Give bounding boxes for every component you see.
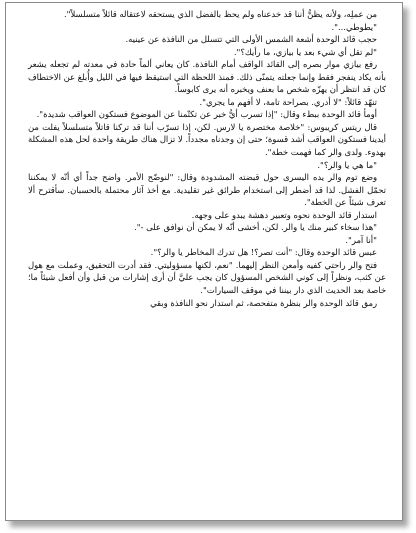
paragraph: حجب قائد الوحدة أشعة الشمس الأولى التي تتسلل من النافذة عن عينيه.	[125, 34, 377, 45]
document-page	[5, 2, 403, 521]
paragraph: تنهّد قائلاً: "لا أدري. بصراحة تامة، لا أفهم ما يجري".	[199, 96, 377, 107]
paragraph: "لم تقل أي شيء بعد يا بيازي، ما رأيك؟".	[233, 46, 377, 57]
paragraph: رفع بيازي موار بصره إلى القائد الواقف أمام النافذة. كان يعاني ألماً حادة في معدته لم تجعله يشعر بأنه يكاد ينفجر فقط وإنما جعلته يتمنّى ذلك. فمنذ اللحظة التي استيقظ فيها في الليل وأُبلغ عن الاختطاف كان قد انتظر أن يهزّه شخص ما بعنف ويخبره أنه يرى كابوساً.	[28, 59, 386, 95]
paragraph: رمق قائد الوحدة والر بنظرة متفحصة، ثم استدار نحو النافذة وبقي	[150, 297, 377, 308]
paragraph: "ما هي يا والر؟".	[317, 159, 377, 170]
paragraph: فتح والر راحتي كفيه وأمعن النظر إليهما. "نعم، لكنها مسؤوليتي. فقد أدرت التحقيق، وعملت مع هول عن كثب، ونظراً إلى كوني الشخص المسؤول كان يجب عليَّ أن أرى إشارات من قبل وأن أفعل شيئاً ما؛ خاصة بعد الحديث الذي دار بيننا في موقف السيارات".	[28, 259, 386, 296]
paragraph: أومأ قائد الوحدة ببطء وقال: "إذا تسرب أيُّ خبر عن تكتّمنا عن الموضوع فستكون العواقب شديدة".	[36, 109, 377, 120]
paragraph: وضع توم والر يده اليسرى حول قبضته المشدودة وقال: "لنوضّح الأمر. واضح جداً أي أنّه لا يمكننا تحمّل الفشل. لذا قد أضطر إلى استخدام طرائق غير تقليدية. مع أخذ آثار محتملة بالحسبان. سأقترح ألا تعرف شيئاً عن الخطة".	[28, 172, 386, 208]
paragraph: "هذا سخاء كبير منك يا والر. لكن، أخشى أنّه لا يمكن أن نوافق على -".	[134, 222, 377, 233]
paragraph: من عملِه، ولأنه يظنُّ أننا قد خدعناه ولم يحظ بالفضل الذي يستحقه لاعتقاله قائلاً متسلسلاً".	[63, 9, 377, 19]
paragraph: عبس قائد الوحدة وقال: "أنت تصر؟! هل تدرك المخاطر يا والر؟".	[150, 247, 377, 258]
paragraph: استدار قائد الوحدة نحوه وتعبير دهشة يبدو على وجهه.	[191, 209, 377, 220]
paragraph: قال ريتس كريبوس: "خلاصة مختصرة يا لارس. لكن، إذا تسرّب أننا قد تركنا قاتلاً متسلسلاً يفلت من أيدينا فستكون العواقب أشد قسوة؛ حتى إن وجدناه مجدداً. لا تزال هناك طريقة واحدة لحل هذه المشكلة بهدوء. ولدى والر كما فهمت خطة".	[28, 121, 386, 158]
paragraph: "يطوطي...".	[331, 21, 377, 32]
page-text	[28, 8, 386, 309]
paragraph: "أنا آمر".	[345, 234, 377, 245]
